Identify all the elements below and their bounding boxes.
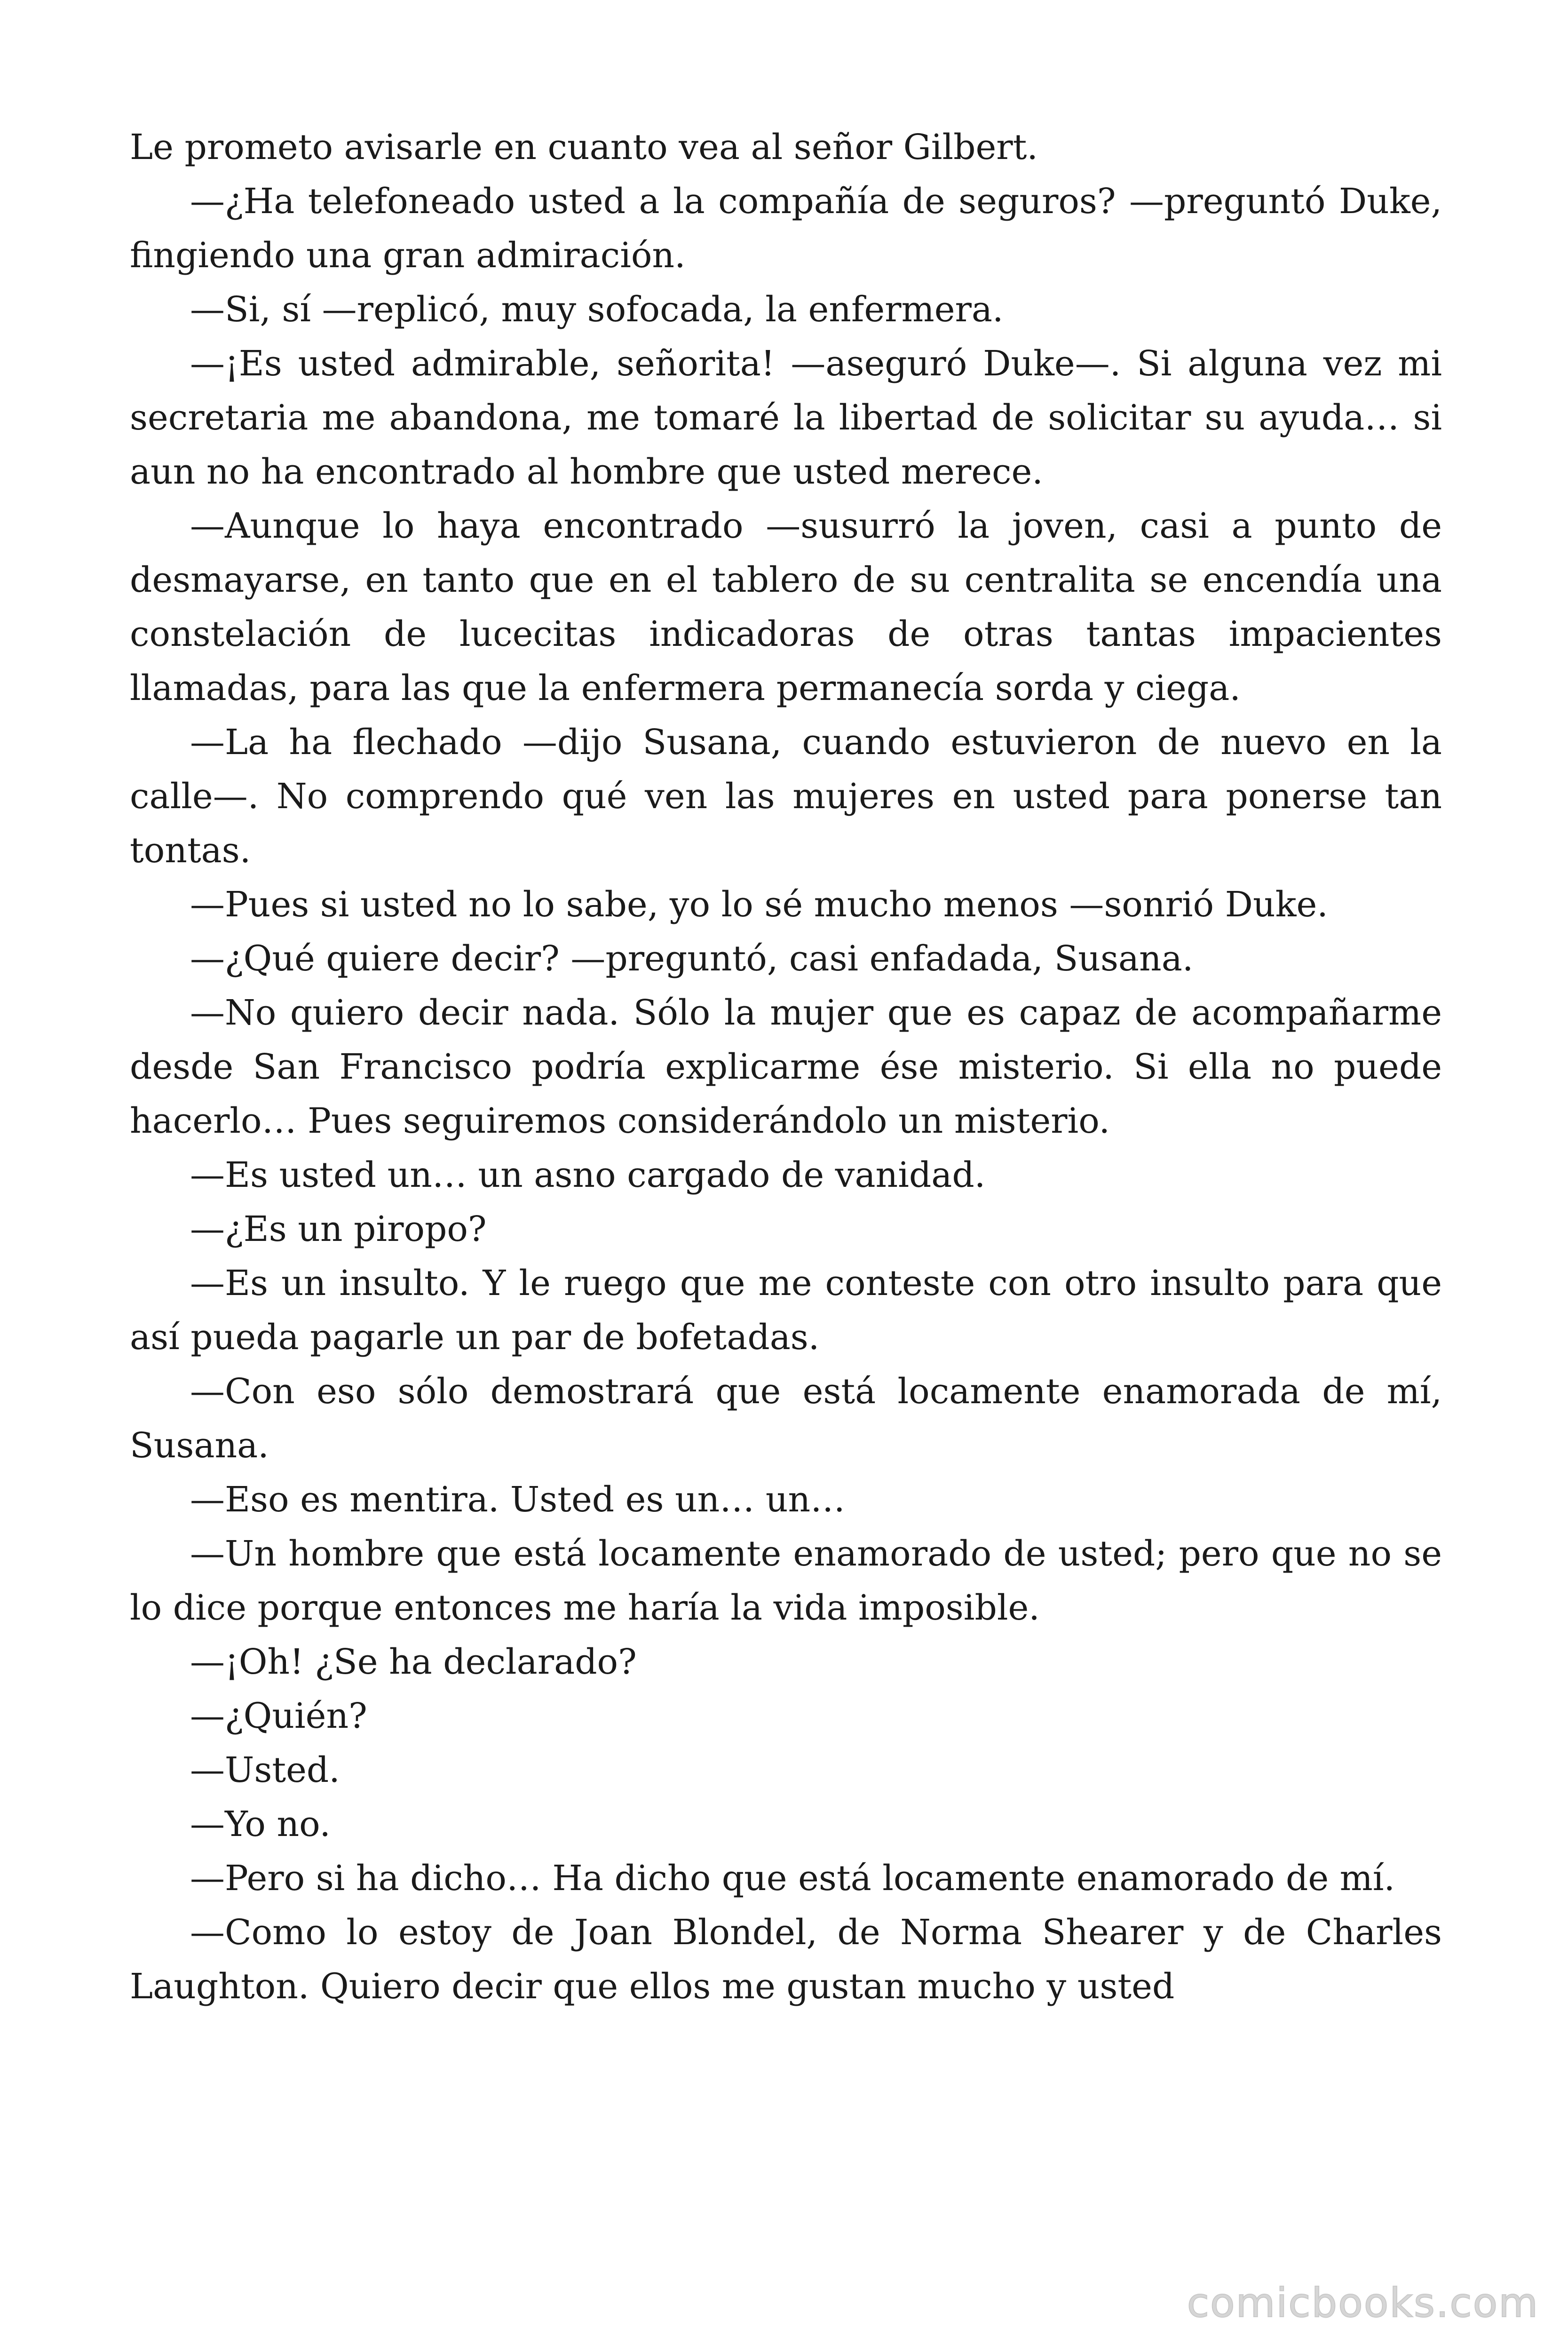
paragraph: —¿Ha telefoneado usted a la compañía de seguros? —preguntó Duke, fingiendo una gran admiración.	[130, 181, 1442, 276]
paragraph: —¿Qué quiere decir? —preguntó, casi enfadada, Susana.	[190, 938, 1194, 979]
paragraph: —Como lo estoy de Joan Blondel, de Norma Shearer y de Charles Laughton. Quiero decir que ellos me gustan mucho y usted	[130, 1912, 1442, 2007]
paragraph: —Es usted un… un asno cargado de vanidad.	[190, 1155, 986, 1195]
paragraph: —¡Es usted admirable, señorita! —aseguró Duke—. Si alguna vez mi secretaria me abandona, me tomaré la libertad de solicitar su ayuda… si aun no ha encontrado al hombre que usted merece.	[130, 343, 1442, 492]
watermark: comicbooks.com	[1187, 2280, 1539, 2327]
book-page-body	[130, 120, 1442, 2014]
paragraph: —La ha flechado —dijo Susana, cuando estuvieron de nuevo en la calle—. No comprendo qué ven las mujeres en usted para ponerse tan tontas.	[130, 722, 1442, 871]
paragraph: —Eso es mentira. Usted es un… un…	[190, 1479, 846, 1520]
paragraph: —Si, sí —replicó, muy sofocada, la enfermera.	[190, 289, 1004, 330]
paragraph: —Aunque lo haya encontrado —susurró la joven, casi a punto de desmayarse, en tanto que en el tablero de su centralita se encendía una constelación de lucecitas indicadoras de otras tantas impacientes llamadas, para las que la enfermera permanecía sorda y ciega.	[130, 506, 1442, 708]
paragraph: —Usted.	[190, 1750, 340, 1790]
paragraph: —Pues si usted no lo sabe, yo lo sé mucho menos —sonrió Duke.	[190, 884, 1328, 925]
paragraph: —No quiero decir nada. Sólo la mujer que es capaz de acompañarme desde San Francisco podría explicarme ése misterio. Si ella no puede hacerlo… Pues seguiremos considerándolo un misterio.	[130, 993, 1442, 1141]
paragraph: —¿Es un piropo?	[190, 1209, 487, 1249]
paragraph: —Yo no.	[190, 1804, 331, 1844]
paragraph: —Pero si ha dicho… Ha dicho que está locamente enamorado de mí.	[190, 1858, 1395, 1899]
paragraph: —¡Oh! ¿Se ha declarado?	[190, 1642, 637, 1682]
paragraph: —Un hombre que está locamente enamorado de usted; pero que no se lo dice porque entonces me haría la vida imposible.	[130, 1534, 1442, 1628]
paragraph: —Es un insulto. Y le ruego que me conteste con otro insulto para que así pueda pagarle un par de bofetadas.	[130, 1263, 1442, 1358]
paragraph: —¿Quién?	[190, 1696, 367, 1736]
paragraph: Le prometo avisarle en cuanto vea al señor Gilbert.	[130, 127, 1038, 167]
paragraph: —Con eso sólo demostrará que está locamente enamorada de mí, Susana.	[130, 1371, 1442, 1466]
